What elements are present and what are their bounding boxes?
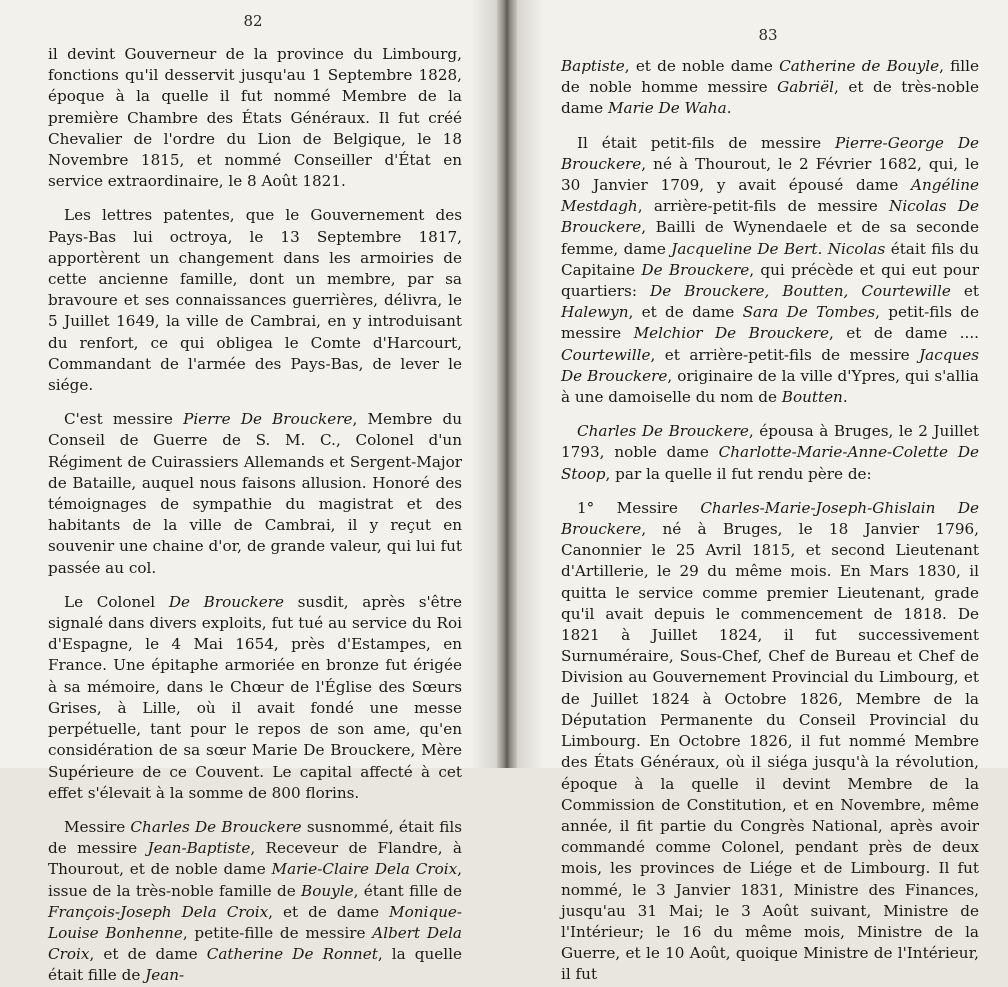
paragraph <box>48 409 462 579</box>
text-run: , et de très-noble dame <box>561 78 979 118</box>
italic-run: Jacques De Brouckere <box>561 345 979 385</box>
italic-run: Courtewille <box>561 345 651 364</box>
italic-run: Charles-Marie-Joseph-Ghislain De Brouckere <box>561 498 979 539</box>
text-run: , Membre du Conseil de Guerre de S. M. C., Colonel d'un Régiment de Cuirassiers Allemands et Sergent-Major de Bataille, auquel nous faisons allusion. Honoré des témoignages de sympathie du magistrat et des habitants de la ville de Cambrai, il y reçut en souvenir une chaine d'or, de grande valeur, qui lui fut passée au col. <box>48 410 463 577</box>
text-run: , issue de la très-noble famille de <box>48 860 462 900</box>
italic-run: Nicolas De Brouckere <box>561 197 979 237</box>
text-run: , et de dame .... <box>828 324 979 343</box>
paragraph <box>48 205 462 396</box>
text-run: , et de dame <box>628 303 743 322</box>
text-run: , né à Thourout, le 2 Février 1682, qui, le 30 Janvier 1709, y avait épousé dame <box>561 154 979 195</box>
text-run: , qui précède et qui eut pour quartiers: <box>561 260 979 301</box>
text-run: 1° Messire <box>577 498 701 517</box>
italic-run: Jean-Baptiste <box>147 839 251 858</box>
italic-run: Nicolas <box>827 239 886 258</box>
text-run: . <box>842 388 848 407</box>
italic-run: Baptiste <box>561 57 625 75</box>
text-run: , la quelle était fille de <box>48 945 462 985</box>
italic-run: François-Joseph Dela Croix <box>48 902 269 921</box>
italic-run: De Brouckere, Boutten, Courtewille <box>650 282 951 301</box>
text-run: , petite-fille de messire <box>182 923 373 942</box>
italic-run: Bouyle <box>301 881 354 900</box>
italic-run: Catherine de Bouyle <box>779 57 940 75</box>
text-run: Il était petit-fils de messire <box>577 133 835 152</box>
right-page <box>517 0 1008 984</box>
page-number: 83 <box>758 26 778 44</box>
paragraph <box>48 592 462 804</box>
text-run: et <box>950 282 980 301</box>
page-text <box>48 44 462 987</box>
text-run: , fille de noble homme messire <box>561 57 979 97</box>
text-run: , petit-fils de messire <box>561 303 980 343</box>
text-run: , épousa à Bruges, le 2 Juillet 1793, noble dame <box>561 422 979 462</box>
italic-run: Boutten <box>781 388 843 407</box>
paragraph <box>561 421 979 485</box>
paragraph <box>48 817 462 987</box>
italic-run: Charles De Brouckere <box>130 817 302 836</box>
text-run: C'est messire <box>64 410 184 429</box>
page-text <box>561 56 979 986</box>
text-run: , et de noble dame <box>624 57 780 75</box>
italic-run: Halewyn <box>561 303 629 322</box>
text-run: susdit, après s'être signalé dans divers exploits, fut tué au service du Roi d'Espagne, le 4 Mai 1654, près d'Estampes, en France. Une épitaphe armoriée en bronze fut érigée à sa mémoire, dans le Chœur de l'Église des Sœurs Grises, à Lille, où il avait fondé une messe perpétuelle, tant pour le repos de son ame, qu'en considération de sa sœur Marie De Brouckere, Mère Supérieure de ce Couvent. Le capital affecté à cet effet s'élevait à la somme de 800 florins. <box>48 592 462 802</box>
text-run: , par la quelle il fut rendu père de: <box>605 464 872 483</box>
text-run: , arrière-petit-fils de messire <box>637 197 890 216</box>
text-run: , et arrière-petit-fils de messire <box>650 345 920 364</box>
italic-run: Marie De Waha <box>608 99 727 118</box>
italic-run: Jacqueline De Bert <box>671 239 818 258</box>
text-run: , né à Bruges, le 18 Janvier 1796, Canonnier le 25 Avril 1815, et second Lieutenant d'Artillerie, le 29 du même mois. En Mars 1830, il quitta le service comme premier Lieutenant, grade qu'il avait depuis le commencement de 1818. De 1821 à Juillet 1824, il fut successivement Surnuméraire, Sous-Chef, Chef de Bureau et Chef de Division au Gouvernement Provincial du Limbourg, et de Juillet 1824 à Octobre 1826, Membre de la Députation Permanente du Conseil Provincial du Limbourg. En Octobre 1826, il fut nommé Membre des États Généraux, où il siéga jusqu'à la révolution, époque à la quelle il devint Membre de la Commission de Constitution, et en Novembre, même année, il fit partie du Congrès National, après avoir commandé comme Colonel, pendant près de deux mois, les provinces de Liége et de Limbourg. Il fut nommé, le 3 Janvier 1831, Ministre des Finances, jusqu'au 31 Mai; le 3 Août suivant, Ministre de l'Intérieur; le 16 du même mois, Ministre de la Guerre, et le 10 Août, quoique Ministre de l'Intérieur, il fut <box>561 520 979 984</box>
text-run: . <box>726 99 732 118</box>
book-gutter <box>497 0 517 768</box>
text-run: , Receveur de Flandre, à Thourout, et de noble dame <box>48 839 462 879</box>
paragraph <box>561 133 979 409</box>
text-run: , étant fille de <box>353 881 463 900</box>
italic-run: Melchior De Brouckere <box>633 324 829 343</box>
text-run: susnommé, était fils de messire <box>48 817 462 858</box>
italic-run: Gabriël <box>777 78 834 97</box>
text-run: il devint Gouverneur de la province du Limbourg, fonctions qu'il desservit jusqu'au 1 Septembre 1828, époque à la quelle il fut nommé Membre de la première Chambre des États Généraux. Il fut créé Chevalier de l'ordre du Lion de Belgique, le 18 Novembre 1815, et nommé Conseiller d'État en service extraordinaire, le 8 Août 1821. <box>48 45 462 191</box>
italic-run: Albert Dela Croix <box>48 923 462 964</box>
text-run: était fils du Capitaine <box>561 239 979 279</box>
italic-run: Sara De Tombes <box>742 303 876 322</box>
text-run: Le Colonel <box>64 592 169 611</box>
italic-run: Jean- <box>145 966 185 985</box>
text-run: , et de dame <box>268 902 390 921</box>
text-run: Les lettres patentes, que le Gouvernement des Pays-Bas lui octroya, le 13 Septembre 1817, apportèrent un changement dans les armoiries de cette ancienne famille, dont un membre, par sa bravoure et ses connaissances guerrières, délivra, le 5 Juillet 1649, la ville de Cambrai, en y introduisant du renfort, ce qui obligea le Comte d'Harcourt, Commandant de l'armée des Pays-Bas, de lever le siége. <box>48 206 462 395</box>
italic-run: De Brouckere <box>168 592 284 611</box>
paragraph <box>561 56 979 120</box>
paragraph <box>48 44 462 192</box>
italic-run: De Brouckere <box>641 260 750 279</box>
page-number: 82 <box>243 12 263 30</box>
text-run: Messire <box>64 817 131 836</box>
left-page <box>0 0 497 985</box>
text-run: . <box>817 239 828 258</box>
text-run: , originaire de la ville d'Ypres, qui s'allia à une damoiselle du nom de <box>561 366 979 407</box>
italic-run: Marie-Claire Dela Croix <box>271 860 458 879</box>
italic-run: Pierre De Brouckere <box>183 410 353 429</box>
italic-run: Monique-Louise Bonhenne <box>48 902 463 942</box>
text-run: , Bailli de Wynendaele et de sa seconde femme, dame <box>561 218 979 258</box>
italic-run: Charlotte-Marie-Anne-Colette De Stoop <box>561 443 979 483</box>
italic-run: Angéline Mestdagh <box>561 176 979 216</box>
italic-run: Catherine De Ronnet <box>206 945 378 964</box>
italic-run: Charles De Brouckere <box>577 422 749 441</box>
italic-run: Pierre-George De Brouckere <box>561 133 979 173</box>
paragraph <box>561 498 979 986</box>
text-run: , et de dame <box>89 945 207 964</box>
